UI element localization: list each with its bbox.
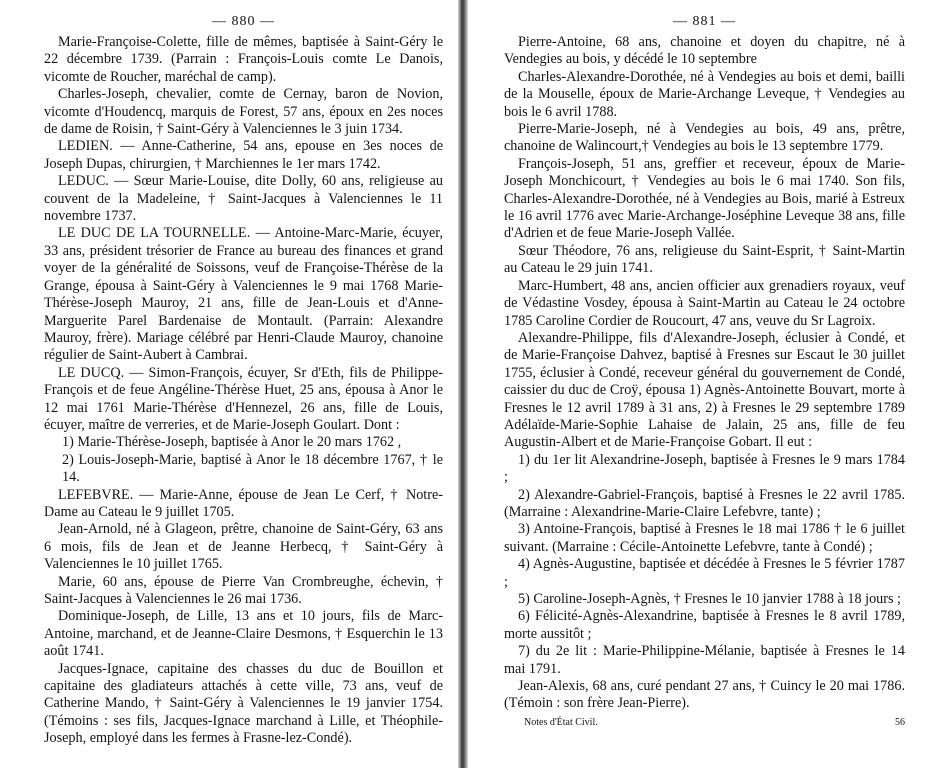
list-item: 3) Antoine-François, baptisé à Fresnes le 18 mai 1786 † le 6 juillet suivant. (Marraine : Cécile-Antoinette Lefebvre, tante à Condé) ; — [504, 521, 905, 555]
entry-paragraph: Jean-Arnold, né à Glageon, prêtre, chanoine de Saint-Géry, 63 ans 6 mois, fils de Jean et de Jeanne Herbecq, † Saint-Géry à Valenciennes le 10 juillet 1765. — [44, 521, 443, 573]
entry-paragraph: Pierre-Antoine, 68 ans, chanoine et doyen du chapitre, né à Vendegies au bois, y décédé le 10 septembre — [504, 34, 905, 68]
entry-paragraph: François-Joseph, 51 ans, greffier et receveur, époux de Marie-Joseph Monchicourt, † Vendegies au bois le 6 mai 1740. Son fils, Charles-Alexandre-Dorothée, né à Vendegies au Bois, marié à Estreux le 16 avril 1776 avec Marie-Archange-Joséphine Leveque 38 ans, fille d'Adrien et de feue Marie-Joseph Vallée. — [504, 155, 905, 242]
entry-paragraph: LEFEBVRE. — Marie-Anne, épouse de Jean Le Cerf, † Notre-Dame au Cateau le 9 juillet 1705. — [44, 486, 443, 520]
entry-paragraph: Jacques-Ignace, capitaine des chasses du duc de Bouillon et capitaine des gladiateurs attachés à cette ville, 73 ans, veuf de Catherine Mando, † Saint-Géry à Valenciennes le 19 janvier 1754. (Témoins : ses fils, Jacques-Ignace marchand à Lille, et Théophile-Joseph, employé dans les fermes à Frasne-lez-Condé). — [44, 660, 443, 747]
list-item: 1) Marie-Thérèse-Joseph, baptisée à Anor le 20 mars 1762 , — [62, 434, 402, 451]
entry-paragraph: Marie, 60 ans, épouse de Pierre Van Crombreughe, échevin, † Saint-Jacques à Valenciennes le 26 mai 1736. — [44, 573, 443, 607]
entry-paragraph: Marie-Françoise-Colette, fille de mêmes, baptisée à Saint-Géry le 22 décembre 1739. (Parrain : François-Louis comte Le Danois, vicomte de Roucher, maréchal de camp). — [44, 34, 443, 85]
entry-paragraph: LE DUC DE LA TOURNELLE. — Antoine-Marc-Marie, écuyer, 33 ans, président trésorier de France au bureau des finances et grand voyer de la généralité de Soissons, veuf de Françoise-Thérèse de la Grange, épousa à Saint-Géry à Valenciennes le 9 mai 1768 Marie-Thérèse-Joseph Mauroy, 21 ans, fille de Jean-Louis et d'Anne-Marguerite Parel Bardenaise de Montault. (Parrain: Alexandre Mauroy, frère). Mariage célébré par Henri-Claude Mauroy, chanoine régulier de Saint-Aubert à Cambrai. — [44, 225, 443, 364]
signature-mark: 56 — [895, 716, 905, 728]
entry-paragraph: Charles-Alexandre-Dorothée, né à Vendegies au bois et demi, bailli de la Mouselle, époux de Marie-Archange Leveque, † Vendegies au bois le 6 avril 1788. — [504, 68, 905, 120]
page-number-left: — 880 — — [212, 14, 275, 29]
page-footer — [504, 717, 905, 728]
list-item: 6) Félicité-Agnès-Alexandrine, baptisée à Fresnes le 8 avril 1789, morte aussitôt ; — [504, 608, 905, 642]
entry-paragraph: Pierre-Marie-Joseph, né à Vendegies au bois, 49 ans, prêtre, chanoine de Walincourt,† Vendegies au bois le 13 septembre 1779. — [504, 121, 905, 155]
right-page — [478, 0, 943, 768]
list-item: 7) du 2e lit : Marie-Philippine-Mélanie, baptisée à Fresnes le 14 mai 1791. — [504, 643, 905, 677]
list-item: 5) Caroline-Joseph-Agnès, † Fresnes le 10 janvier 1788 à 18 jours ; — [518, 591, 901, 607]
left-page-text — [44, 34, 443, 748]
book-gutter — [458, 0, 468, 768]
entry-paragraph: Jean-Alexis, 68 ans, curé pendant 27 ans, † Cuincy le 20 mai 1786. (Témoin : son frère Jean-Pierre). — [504, 678, 905, 712]
entry-paragraph: Charles-Joseph, chevalier, comte de Cernay, baron de Novion, vicomte d'Houdencq, marquis de Forest, 57 ans, époux en 2es noces de dame de Roisin, † Saint-Géry à Valenciennes le 3 juin 1734. — [44, 86, 443, 138]
entry-paragraph: LE DUCQ. — Simon-François, écuyer, Sr d'Eth, fils de Philippe-François et de feue Angéline-Thérèse Huet, 25 ans, épousa à Anor le 12 mai 1761 Marie-Thérèse d'Hennezel, 26 ans, fille de Louis, écuyer, maître de verreries, et de Marie-Joseph Goulart. Dont : — [44, 364, 443, 433]
entry-paragraph: LEDUC. — Sœur Marie-Louise, dite Dolly, 60 ans, religieuse au couvent de la Madeleine, † Saint-Jacques à Valenciennes le 11 novembre 1737. — [44, 173, 443, 225]
right-page-text — [504, 34, 905, 713]
list-item: 4) Agnès-Augustine, baptisée et décédée à Fresnes le 5 février 1787 ; — [504, 556, 905, 590]
list-item: 1) du 1er lit Alexandrine-Joseph, baptisée à Fresnes le 9 mars 1784 ; — [504, 451, 905, 486]
entry-paragraph: Sœur Théodore, 76 ans, religieuse du Saint-Esprit, † Saint-Martin au Cateau le 29 juin 1741. — [504, 242, 905, 277]
list-item: 2) Alexandre-Gabriel-François, baptisé à Fresnes le 22 avril 1785. (Marraine : Alexandrine-Marie-Claire Lefebvre, tante) ; — [504, 486, 905, 520]
entry-paragraph: Marc-Humbert, 48 ans, ancien officier aux grenadiers royaux, veuf de Védastine Vosdey, épousa à Saint-Martin au Cateau le 24 octobre 1785 Caroline Cordier de Roucourt, 47 ans, veuve du Sr Lagroix. — [504, 277, 905, 329]
entry-paragraph: Dominique-Joseph, de Lille, 13 ans et 10 jours, fils de Marc-Antoine, marchand, et de Jeanne-Claire Desmons, † Esquerchin le 13 août 1741. — [44, 608, 443, 660]
list-item: 2) Louis-Joseph-Marie, baptisé à Anor le 18 décembre 1767, † le 14. — [62, 451, 443, 486]
entry-paragraph: LEDIEN. — Anne-Catherine, 54 ans, epouse en 3es noces de Joseph Dupas, chirurgien, † Marchiennes le 1er mars 1742. — [44, 138, 443, 172]
footer-title: Notes d'État Civil. — [524, 716, 598, 728]
page-number-right: — 881 — — [673, 14, 736, 29]
entry-paragraph: Alexandre-Philippe, fils d'Alexandre-Joseph, éclusier à Condé, et de Marie-Françoise Dahvez, baptisé à Fresnes sur Escaut le 30 juillet 1755, éclusier à Condé, receveur général du gouvernement de Condé, caissier du duc de Croÿ, épousa 1) Agnès-Antoinette Bouvart, morte à Fresnes le 12 avril 1789 à 31 ans, 2) à Fresnes le 29 septembre 1789 Adélaïde-Marie-Sophie Lahaise de Jalain, 25 ans, fille de feu Augustin-Albert et de Marie-Françoise Gobart. Il eut : — [504, 329, 905, 451]
left-page — [0, 0, 455, 768]
